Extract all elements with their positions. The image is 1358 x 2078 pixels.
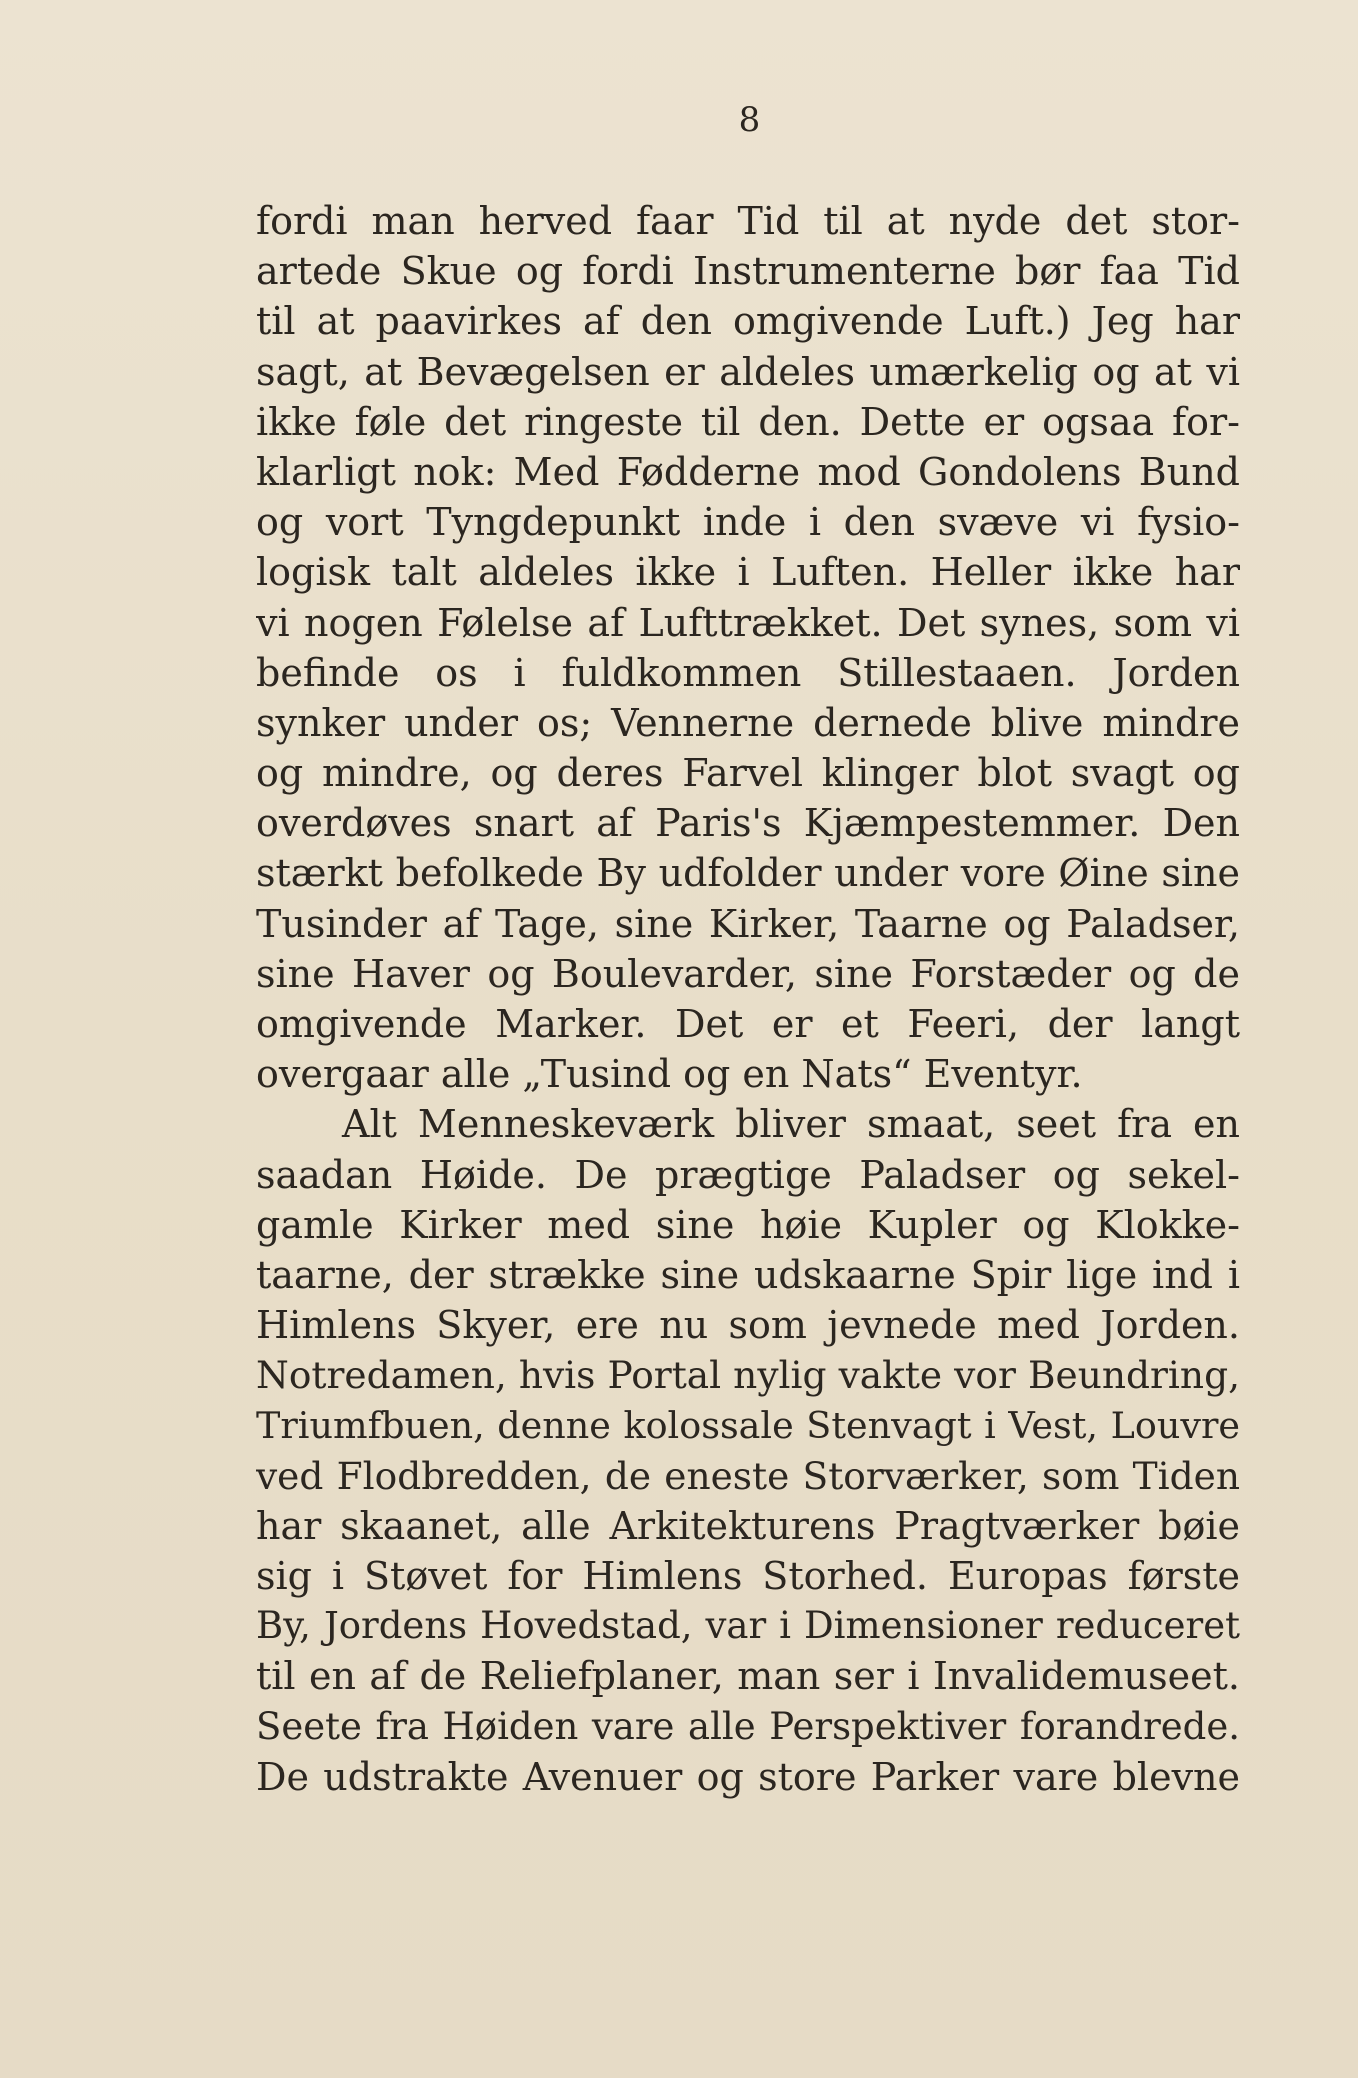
text-line: ved Flodbredden, de eneste Storværker, som Tiden xyxy=(256,1453,1240,1498)
text-line: gamle Kirker med sine høie Kupler og Klokke- xyxy=(256,1202,1240,1247)
text-line: sagt, at Bevægelsen er aldeles umærkelig og at vi xyxy=(256,349,1240,394)
text-line: har skaanet, alle Arkitekturens Pragtværker bøie xyxy=(256,1503,1240,1548)
text-line: De udstrakte Avenuer og store Parker vare blevne xyxy=(256,1754,1240,1799)
text-line: Tusinder af Tage, sine Kirker, Taarne og Paladser, xyxy=(256,901,1240,946)
paragraph-end-line: overgaar alle „Tusind og en Nats“ Eventyr. xyxy=(256,1052,1083,1097)
text-line: saadan Høide. De prægtige Paladser og sekel- xyxy=(256,1152,1240,1197)
text-line: befinde os i fuldkommen Stillestaaen. Jorden xyxy=(256,650,1240,695)
text-line: vi nogen Følelse af Lufttrækket. Det synes, som vi xyxy=(256,600,1240,645)
text-line: sig i Støvet for Himlens Storhed. Europas første xyxy=(256,1554,1240,1599)
text-line: sine Haver og Boulevarder, sine Forstæder og de xyxy=(256,951,1240,996)
text-line: stærkt befolkede By udfolder under vore Øine sine xyxy=(256,851,1240,896)
text-line: Himlens Skyer, ere nu som jevnede med Jorden. xyxy=(256,1303,1240,1348)
text-line: til en af de Reliefplaner, man ser i Invalidemuseet. xyxy=(256,1654,1240,1699)
text-line: ikke føle det ringeste til den. Dette er ogsaa for- xyxy=(256,399,1240,444)
text-line: klarligt nok: Med Fødderne mod Gondolens Bund xyxy=(256,449,1240,494)
text-line: logisk talt aldeles ikke i Luften. Heller ikke har xyxy=(256,550,1240,595)
text-line: og vort Tyngdepunkt inde i den svæve vi fysio- xyxy=(256,500,1240,545)
text-line: omgivende Marker. Det er et Feeri, der langt xyxy=(256,1002,1240,1046)
text-line: artede Skue og fordi Instrumenterne bør faa Tid xyxy=(256,249,1240,294)
text-line: synker under os; Vennerne dernede blive mindre xyxy=(256,700,1240,745)
text-line: Triumfbuen, denne kolossale Stenvagt i Vest, Louvre xyxy=(256,1403,1240,1447)
text-line: til at paavirkes af den omgivende Luft.) Jeg har xyxy=(256,299,1240,344)
text-line: Seete fra Høiden vare alle Perspektiver forandrede. xyxy=(256,1704,1240,1748)
text-line: fordi man herved faar Tid til at nyde det stor- xyxy=(256,199,1240,243)
page-number: 8 xyxy=(738,100,762,140)
text-line: og mindre, og deres Farvel klinger blot svagt og xyxy=(256,751,1240,796)
body-text xyxy=(256,196,1240,1802)
text-line: taarne, der strække sine udskaarne Spir lige ind i xyxy=(256,1252,1240,1297)
paragraph-start-line: Alt Menneskeværk bliver smaat, seet fra en xyxy=(342,1102,1240,1147)
text-line: overdøves snart af Paris's Kjæmpestemmer. Den xyxy=(256,801,1240,846)
text-line: By, Jordens Hovedstad, var i Dimensioner reduceret xyxy=(256,1604,1240,1648)
text-line: Notredamen, hvis Portal nylig vakte vor Beundring, xyxy=(256,1353,1240,1398)
